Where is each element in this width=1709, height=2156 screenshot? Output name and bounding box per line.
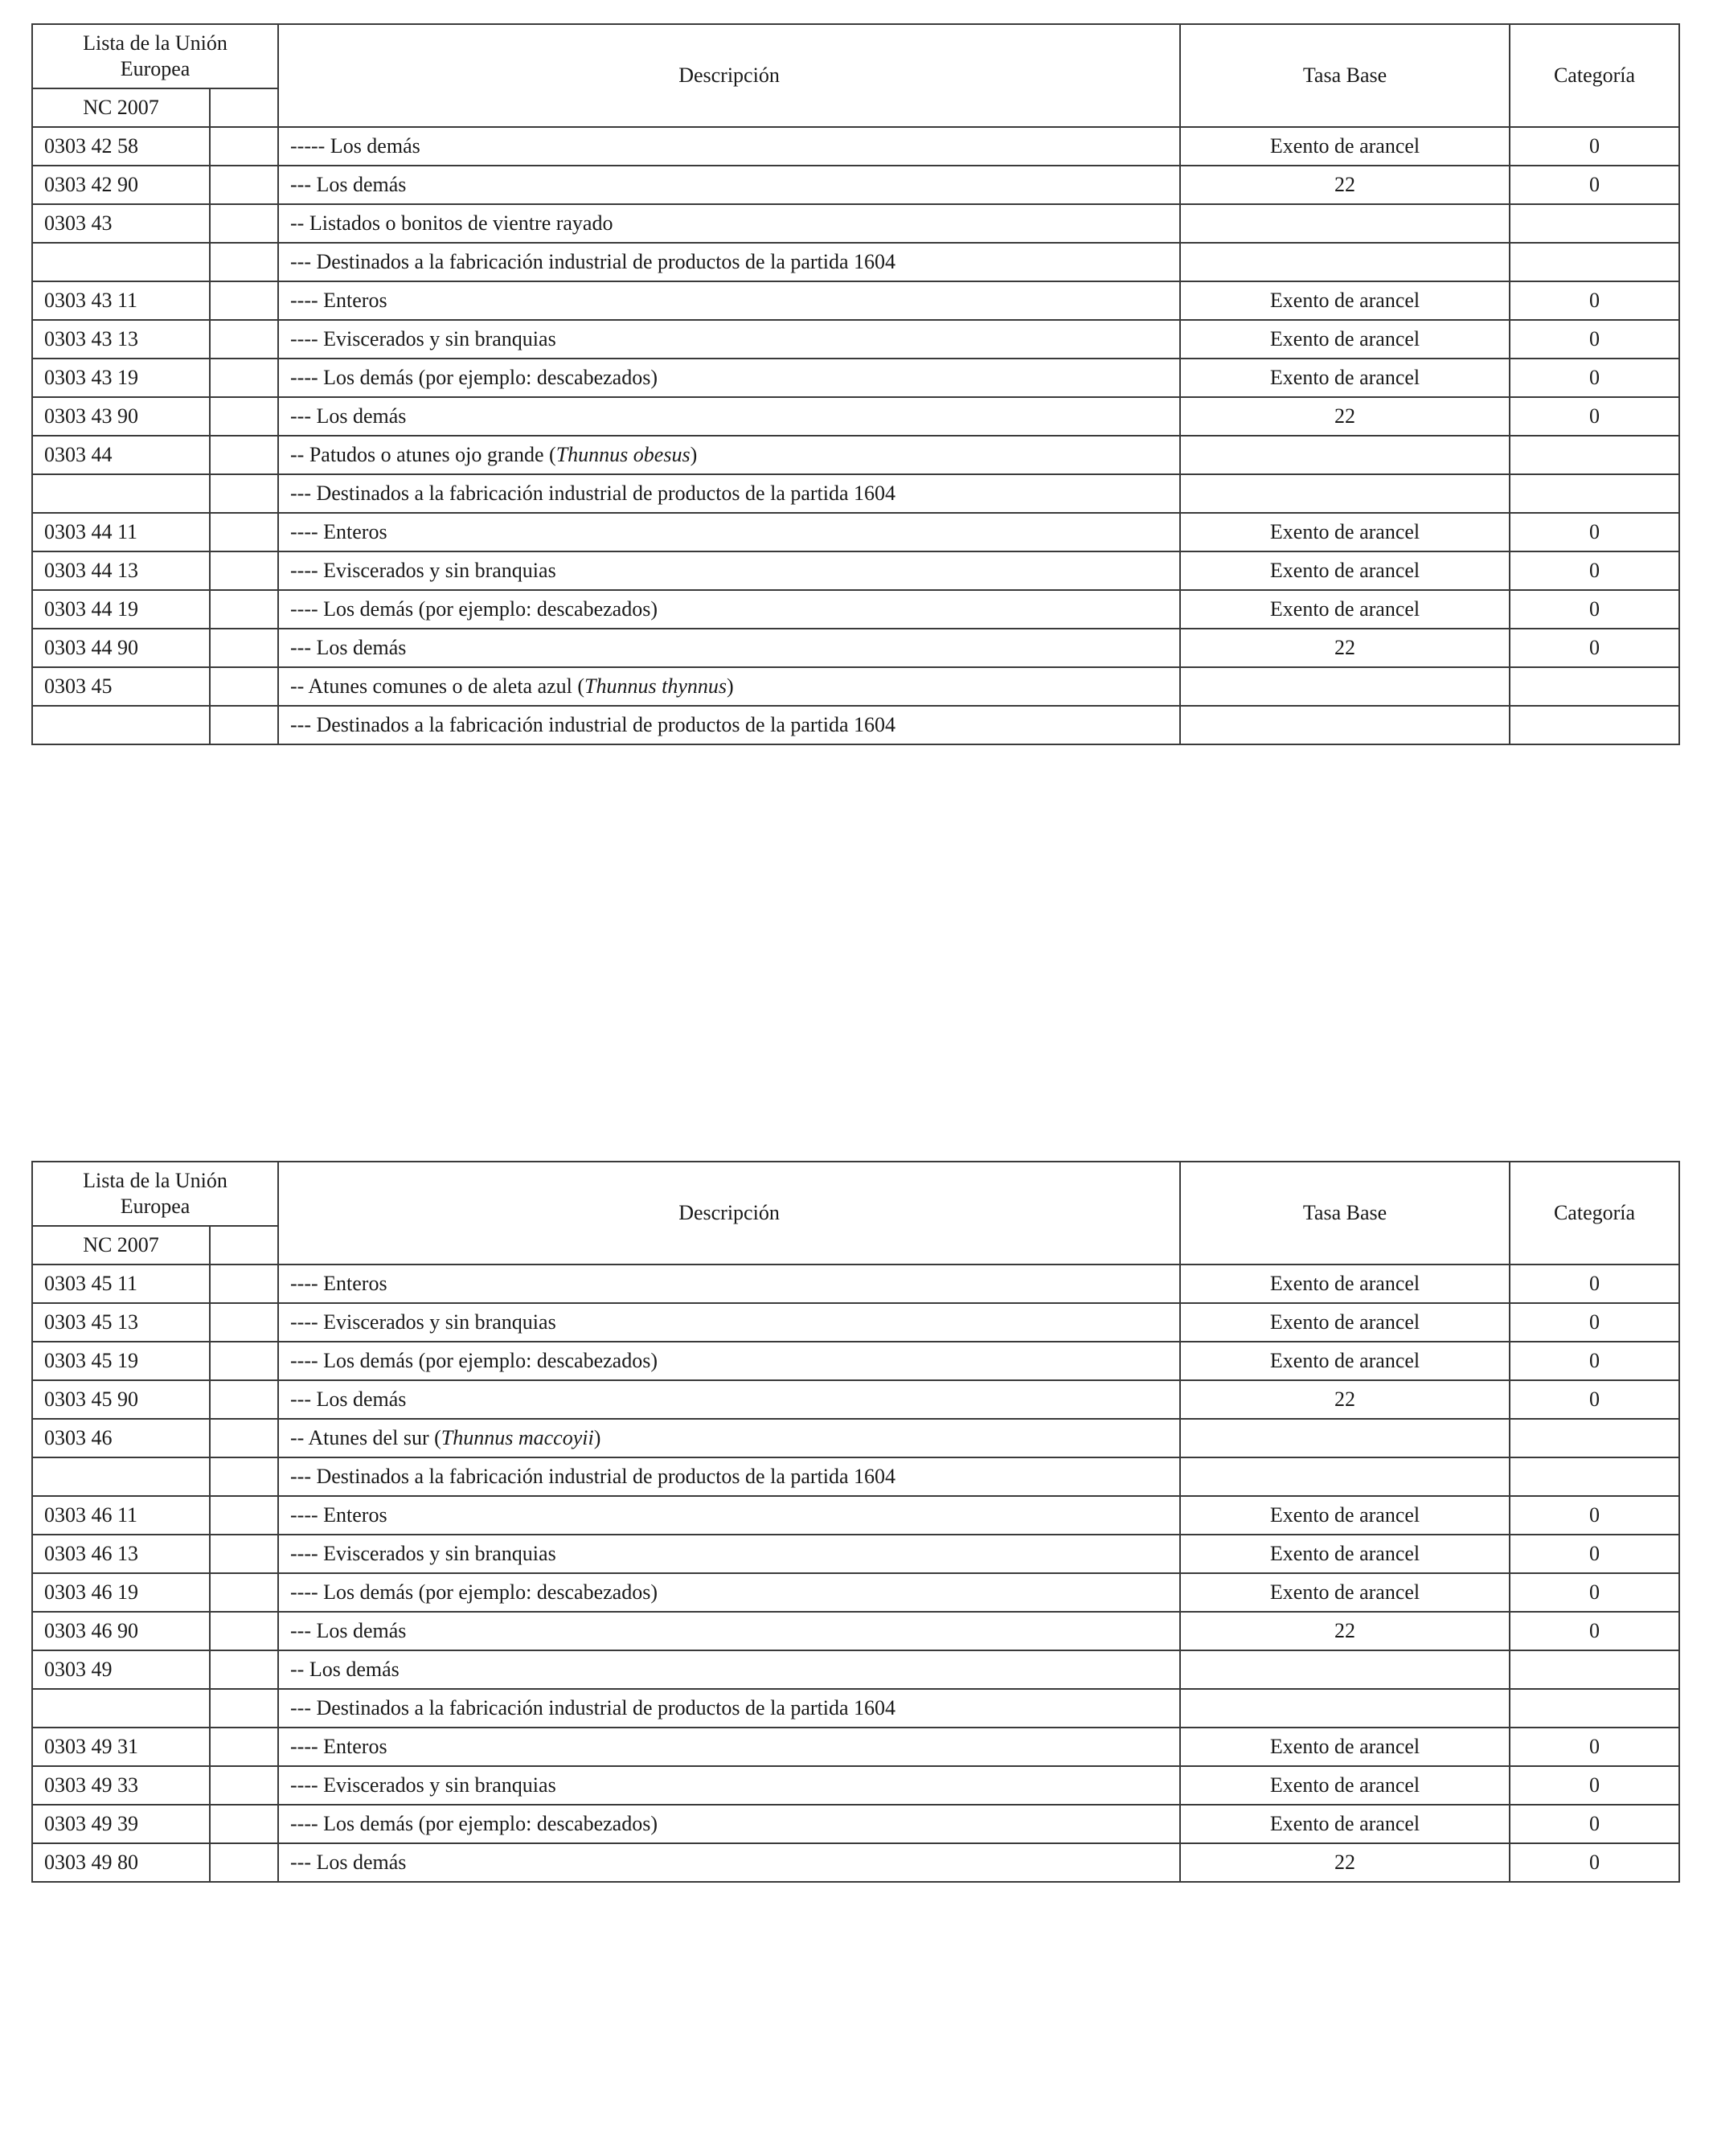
cell-category: [1510, 1419, 1679, 1457]
cell-category: 0: [1510, 166, 1679, 204]
cell-blank: [210, 1650, 278, 1689]
description-text: --- Destinados a la fabricación industrial de productos de la partida 1604: [290, 250, 896, 273]
cell-category: 0: [1510, 1573, 1679, 1612]
description-text: ---- Eviscerados y sin branquias: [290, 559, 556, 582]
cell-description: [278, 1457, 1180, 1496]
description-text: --- Destinados a la fabricación industrial de productos de la partida 1604: [290, 482, 896, 505]
cell-code: 0303 43 13: [32, 320, 210, 359]
cell-description: [278, 1419, 1180, 1457]
cell-base-rate: Exento de arancel: [1180, 1728, 1510, 1766]
table-row: [32, 204, 1679, 243]
table-row: [32, 1264, 1679, 1303]
description-text-end: ): [690, 443, 698, 466]
cell-base-rate: 22: [1180, 1843, 1510, 1882]
cell-blank: [210, 1573, 278, 1612]
table-row: [32, 1419, 1679, 1457]
cell-description: [278, 243, 1180, 281]
cell-blank: [210, 166, 278, 204]
cell-blank: [210, 397, 278, 436]
cell-category: 0: [1510, 1728, 1679, 1766]
description-text: -- Atunes comunes o de aleta azul (: [290, 674, 585, 698]
header-category: Categoría: [1510, 24, 1679, 127]
cell-base-rate: [1180, 1650, 1510, 1689]
description-text: --- Los demás: [290, 404, 407, 428]
header-base-rate: Tasa Base: [1180, 24, 1510, 127]
cell-description: [278, 320, 1180, 359]
cell-category: 0: [1510, 1843, 1679, 1882]
cell-base-rate: [1180, 1689, 1510, 1728]
cell-code: 0303 49 33: [32, 1766, 210, 1805]
table-row: [32, 1843, 1679, 1882]
table-row: [32, 551, 1679, 590]
cell-base-rate: [1180, 436, 1510, 474]
cell-category: [1510, 474, 1679, 513]
table-body: [32, 1264, 1679, 1882]
cell-code: 0303 42 58: [32, 127, 210, 166]
cell-base-rate: [1180, 1457, 1510, 1496]
cell-description: [278, 1843, 1180, 1882]
cell-category: [1510, 1650, 1679, 1689]
description-text: -- Atunes del sur (: [290, 1426, 441, 1449]
cell-description: [278, 1573, 1180, 1612]
table-row: [32, 1573, 1679, 1612]
cell-base-rate: Exento de arancel: [1180, 1805, 1510, 1843]
cell-blank: [210, 1612, 278, 1650]
cell-blank: [210, 706, 278, 744]
cell-description: [278, 551, 1180, 590]
cell-code: 0303 44 11: [32, 513, 210, 551]
cell-code: [32, 706, 210, 744]
cell-category: 0: [1510, 359, 1679, 397]
cell-blank: [210, 1264, 278, 1303]
cell-base-rate: Exento de arancel: [1180, 1496, 1510, 1535]
description-text: ----- Los demás: [290, 134, 420, 158]
cell-category: 0: [1510, 281, 1679, 320]
cell-description: [278, 1264, 1180, 1303]
cell-base-rate: [1180, 243, 1510, 281]
cell-description: [278, 1805, 1180, 1843]
cell-category: [1510, 436, 1679, 474]
header-blank-cell: [210, 88, 278, 127]
table-row: [32, 1650, 1679, 1689]
cell-code: 0303 42 90: [32, 166, 210, 204]
description-text: ---- Los demás (por ejemplo: descabezados): [290, 597, 658, 621]
description-text: -- Patudos o atunes ojo grande (: [290, 443, 556, 466]
cell-blank: [210, 1303, 278, 1342]
cell-base-rate: Exento de arancel: [1180, 127, 1510, 166]
table-row: [32, 629, 1679, 667]
cell-description: [278, 1380, 1180, 1419]
description-text: --- Destinados a la fabricación industrial de productos de la partida 1604: [290, 713, 896, 736]
cell-blank: [210, 1342, 278, 1380]
cell-base-rate: [1180, 706, 1510, 744]
description-species-name: Thunnus thynnus: [584, 674, 727, 698]
cell-code: 0303 45: [32, 667, 210, 706]
table-row: [32, 513, 1679, 551]
cell-code: 0303 44 13: [32, 551, 210, 590]
cell-blank: [210, 281, 278, 320]
cell-blank: [210, 1843, 278, 1882]
cell-description: [278, 629, 1180, 667]
cell-code: [32, 1457, 210, 1496]
cell-base-rate: Exento de arancel: [1180, 1766, 1510, 1805]
cell-code: 0303 43 11: [32, 281, 210, 320]
cell-base-rate: Exento de arancel: [1180, 513, 1510, 551]
table-row: [32, 436, 1679, 474]
cell-code: 0303 44 19: [32, 590, 210, 629]
table-header-row: [32, 1162, 1679, 1226]
description-text: --- Los demás: [290, 636, 407, 659]
table-body: [32, 127, 1679, 744]
header-base-rate: Tasa Base: [1180, 1162, 1510, 1264]
cell-base-rate: 22: [1180, 1380, 1510, 1419]
cell-base-rate: [1180, 667, 1510, 706]
cell-code: [32, 474, 210, 513]
cell-blank: [210, 1496, 278, 1535]
cell-category: 0: [1510, 1303, 1679, 1342]
cell-blank: [210, 667, 278, 706]
description-text: --- Destinados a la fabricación industrial de productos de la partida 1604: [290, 1465, 896, 1488]
cell-code: [32, 243, 210, 281]
cell-category: 0: [1510, 320, 1679, 359]
description-text: ---- Enteros: [290, 1735, 387, 1758]
header-blank-cell: [210, 1226, 278, 1264]
cell-blank: [210, 513, 278, 551]
description-text: ---- Los demás (por ejemplo: descabezados): [290, 1580, 658, 1604]
cell-base-rate: [1180, 204, 1510, 243]
table-row: [32, 127, 1679, 166]
cell-category: 0: [1510, 1496, 1679, 1535]
cell-description: [278, 1496, 1180, 1535]
cell-code: 0303 46 90: [32, 1612, 210, 1650]
cell-blank: [210, 629, 278, 667]
cell-code: [32, 1689, 210, 1728]
cell-category: 0: [1510, 1535, 1679, 1573]
cell-description: [278, 1612, 1180, 1650]
table-row: [32, 243, 1679, 281]
cell-description: [278, 1342, 1180, 1380]
description-text: ---- Eviscerados y sin branquias: [290, 1542, 556, 1565]
table-row: [32, 1380, 1679, 1419]
table-row: [32, 1805, 1679, 1843]
description-text-end: ): [593, 1426, 601, 1449]
tariff-table: [31, 23, 1680, 745]
cell-description: [278, 706, 1180, 744]
cell-category: [1510, 243, 1679, 281]
description-text: --- Los demás: [290, 1851, 407, 1874]
cell-category: [1510, 706, 1679, 744]
cell-description: [278, 1766, 1180, 1805]
table-row: [32, 359, 1679, 397]
description-text: -- Listados o bonitos de vientre rayado: [290, 211, 613, 235]
cell-category: 0: [1510, 127, 1679, 166]
cell-code: 0303 49 31: [32, 1728, 210, 1766]
description-species-name: Thunnus obesus: [555, 443, 691, 466]
cell-category: 0: [1510, 1612, 1679, 1650]
cell-base-rate: [1180, 1419, 1510, 1457]
description-text: --- Los demás: [290, 1619, 407, 1642]
header-nc-label: NC 2007: [32, 88, 210, 127]
cell-code: 0303 43 90: [32, 397, 210, 436]
description-text: ---- Enteros: [290, 1503, 387, 1527]
cell-description: [278, 127, 1180, 166]
header-list-label: Lista de la Unión Europea: [32, 1162, 278, 1226]
cell-description: [278, 590, 1180, 629]
table-row: [32, 474, 1679, 513]
cell-description: [278, 667, 1180, 706]
cell-code: 0303 46 11: [32, 1496, 210, 1535]
cell-base-rate: Exento de arancel: [1180, 1535, 1510, 1573]
header-description: Descripción: [278, 24, 1180, 127]
cell-code: 0303 46 13: [32, 1535, 210, 1573]
cell-description: [278, 1689, 1180, 1728]
cell-description: [278, 204, 1180, 243]
cell-category: 0: [1510, 1805, 1679, 1843]
cell-blank: [210, 127, 278, 166]
table-row: [32, 320, 1679, 359]
cell-code: 0303 43: [32, 204, 210, 243]
table-row: [32, 667, 1679, 706]
cell-base-rate: 22: [1180, 1612, 1510, 1650]
table-row: [32, 706, 1679, 744]
description-text: ---- Los demás (por ejemplo: descabezados): [290, 1812, 658, 1835]
description-text: ---- Enteros: [290, 1272, 387, 1295]
cell-category: 0: [1510, 629, 1679, 667]
cell-blank: [210, 320, 278, 359]
cell-blank: [210, 1457, 278, 1496]
cell-description: [278, 1303, 1180, 1342]
table-row: [32, 281, 1679, 320]
description-species-name: Thunnus maccoyii: [441, 1426, 594, 1449]
cell-blank: [210, 436, 278, 474]
cell-code: 0303 44: [32, 436, 210, 474]
cell-base-rate: Exento de arancel: [1180, 359, 1510, 397]
cell-base-rate: Exento de arancel: [1180, 551, 1510, 590]
table-row: [32, 397, 1679, 436]
cell-description: [278, 281, 1180, 320]
description-text: ---- Eviscerados y sin branquias: [290, 1773, 556, 1797]
table-row: [32, 1457, 1679, 1496]
cell-category: 0: [1510, 1264, 1679, 1303]
cell-blank: [210, 590, 278, 629]
cell-base-rate: 22: [1180, 397, 1510, 436]
header-category: Categoría: [1510, 1162, 1679, 1264]
cell-category: 0: [1510, 590, 1679, 629]
cell-description: [278, 1535, 1180, 1573]
cell-base-rate: Exento de arancel: [1180, 320, 1510, 359]
description-text: ---- Enteros: [290, 520, 387, 543]
cell-blank: [210, 359, 278, 397]
cell-blank: [210, 551, 278, 590]
cell-blank: [210, 1689, 278, 1728]
description-text-end: ): [727, 674, 734, 698]
cell-description: [278, 166, 1180, 204]
cell-code: 0303 49 80: [32, 1843, 210, 1882]
cell-category: 0: [1510, 1342, 1679, 1380]
header-nc-label: NC 2007: [32, 1226, 210, 1264]
cell-description: [278, 474, 1180, 513]
table-row: [32, 1766, 1679, 1805]
cell-blank: [210, 1419, 278, 1457]
cell-code: 0303 46 19: [32, 1573, 210, 1612]
table-row: [32, 1689, 1679, 1728]
cell-description: [278, 397, 1180, 436]
cell-base-rate: Exento de arancel: [1180, 1264, 1510, 1303]
cell-code: 0303 49 39: [32, 1805, 210, 1843]
header-list-label: Lista de la Unión Europea: [32, 24, 278, 88]
cell-category: [1510, 667, 1679, 706]
cell-category: 0: [1510, 513, 1679, 551]
cell-code: 0303 45 13: [32, 1303, 210, 1342]
cell-base-rate: Exento de arancel: [1180, 281, 1510, 320]
cell-base-rate: Exento de arancel: [1180, 1573, 1510, 1612]
table-row: [32, 1303, 1679, 1342]
description-text: ---- Los demás (por ejemplo: descabezados): [290, 1349, 658, 1372]
cell-blank: [210, 243, 278, 281]
cell-code: 0303 49: [32, 1650, 210, 1689]
cell-description: [278, 359, 1180, 397]
cell-code: 0303 44 90: [32, 629, 210, 667]
cell-base-rate: Exento de arancel: [1180, 1303, 1510, 1342]
header-description: Descripción: [278, 1162, 1180, 1264]
cell-category: 0: [1510, 1766, 1679, 1805]
table-row: [32, 1612, 1679, 1650]
cell-code: 0303 43 19: [32, 359, 210, 397]
cell-code: 0303 45 11: [32, 1264, 210, 1303]
table-row: [32, 1496, 1679, 1535]
cell-category: 0: [1510, 551, 1679, 590]
cell-description: [278, 1728, 1180, 1766]
cell-description: [278, 513, 1180, 551]
cell-code: 0303 45 19: [32, 1342, 210, 1380]
description-text: ---- Los demás (por ejemplo: descabezados): [290, 366, 658, 389]
tariff-table: [31, 1161, 1680, 1883]
description-text: ---- Enteros: [290, 289, 387, 312]
description-text: --- Los demás: [290, 173, 407, 196]
cell-base-rate: [1180, 474, 1510, 513]
cell-base-rate: Exento de arancel: [1180, 1342, 1510, 1380]
table-row: [32, 1342, 1679, 1380]
cell-blank: [210, 1766, 278, 1805]
cell-category: 0: [1510, 1380, 1679, 1419]
table-row: [32, 1535, 1679, 1573]
cell-blank: [210, 474, 278, 513]
cell-blank: [210, 204, 278, 243]
cell-blank: [210, 1728, 278, 1766]
cell-category: 0: [1510, 397, 1679, 436]
description-text: -- Los demás: [290, 1658, 400, 1681]
cell-category: [1510, 204, 1679, 243]
table-row: [32, 166, 1679, 204]
description-text: ---- Eviscerados y sin branquias: [290, 1310, 556, 1334]
cell-category: [1510, 1457, 1679, 1496]
cell-base-rate: 22: [1180, 166, 1510, 204]
cell-blank: [210, 1535, 278, 1573]
cell-base-rate: Exento de arancel: [1180, 590, 1510, 629]
description-text: ---- Eviscerados y sin branquias: [290, 327, 556, 350]
cell-description: [278, 436, 1180, 474]
description-text: --- Los demás: [290, 1387, 407, 1411]
table-row: [32, 590, 1679, 629]
cell-blank: [210, 1805, 278, 1843]
description-text: --- Destinados a la fabricación industrial de productos de la partida 1604: [290, 1696, 896, 1719]
table-row: [32, 1728, 1679, 1766]
cell-code: 0303 46: [32, 1419, 210, 1457]
cell-blank: [210, 1380, 278, 1419]
table-header-row: [32, 24, 1679, 88]
cell-code: 0303 45 90: [32, 1380, 210, 1419]
cell-category: [1510, 1689, 1679, 1728]
cell-description: [278, 1650, 1180, 1689]
cell-base-rate: 22: [1180, 629, 1510, 667]
